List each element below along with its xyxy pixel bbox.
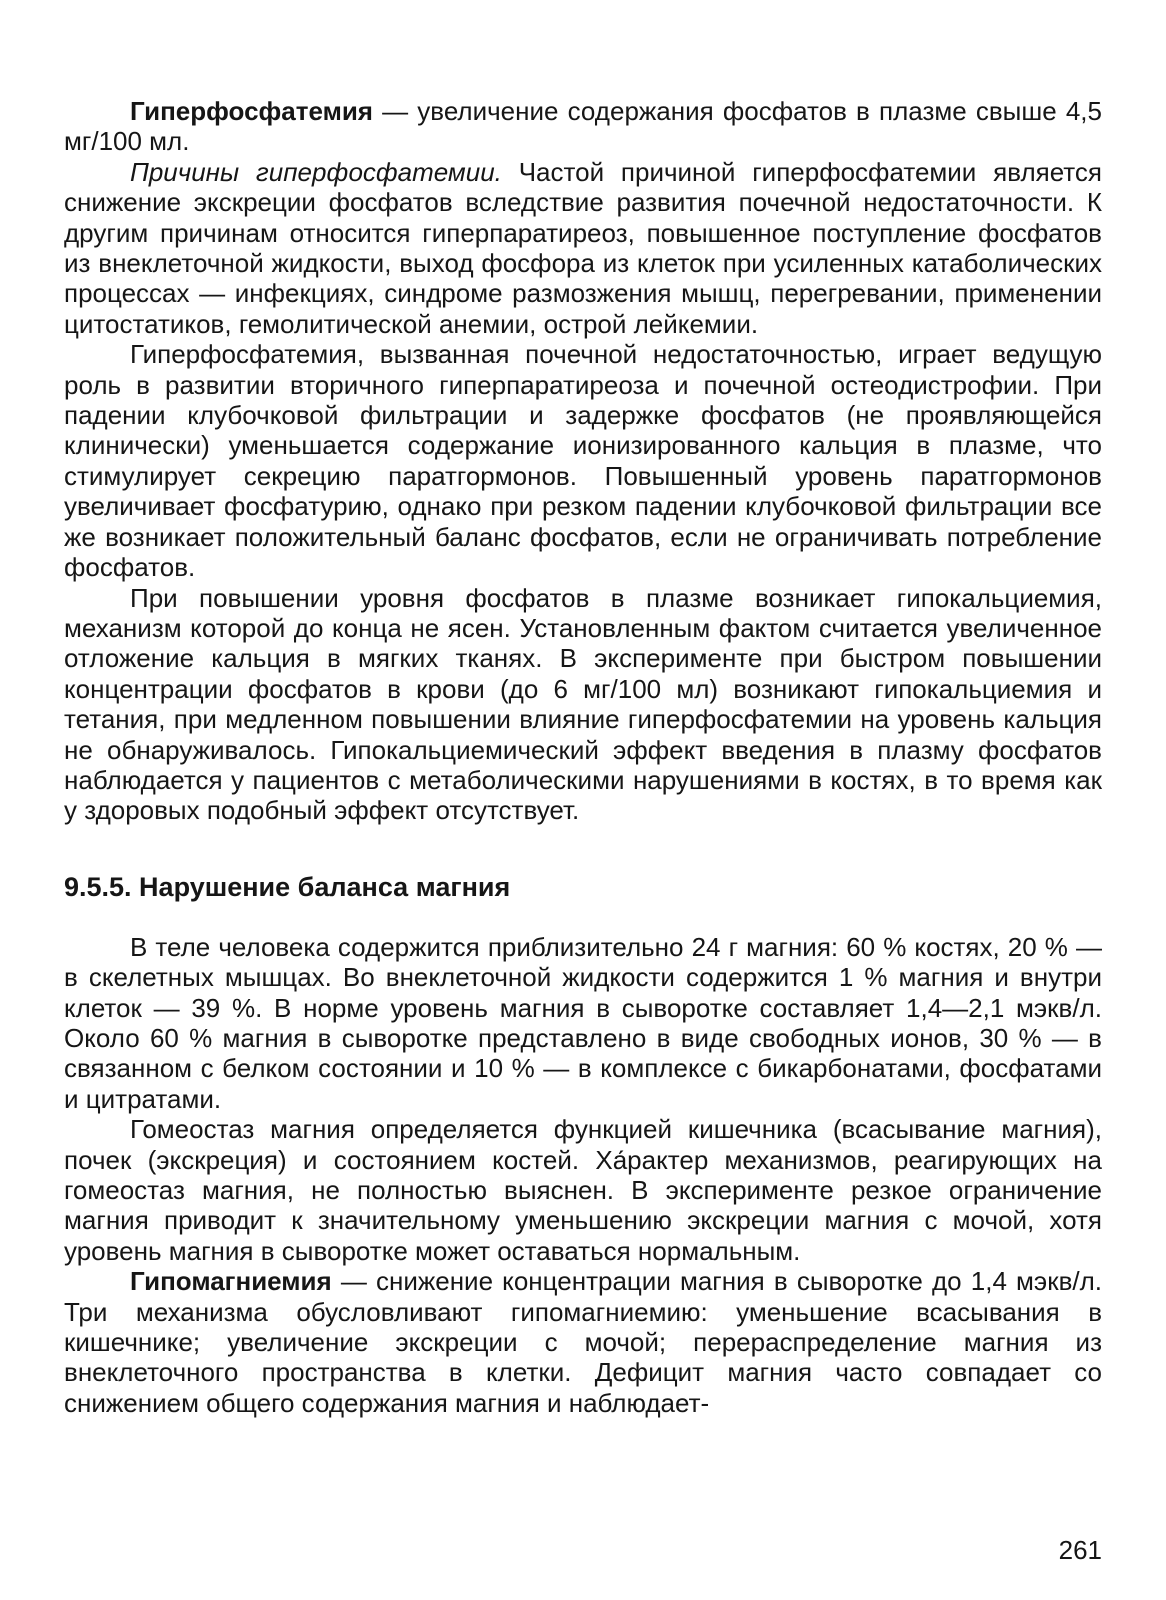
paragraph-text: При повышении уровня фосфатов в плазме возникает гипокальциемия, механизм которой до конца не ясен. Установленным фактом считается увеличенное отложение кальция в мягких тканях. В эксперименте при быстром повышении концентрации фосфатов в крови (до 6 мг/100 мл) возникают гипокальциемия и тетания, при медленном повышении влияние гиперфосфатемии на уровень кальция не обнаруживалось. Гипокальциемический эффект введения в плазму фосфатов наблюдается у пациентов с метаболическими нарушениями в костях, в то время как у здоровых подобный эффект отсутствует. xyxy=(64,582,1102,826)
lead-causes: Причины гиперфосфатемии. xyxy=(130,156,502,187)
paragraph-text: Гиперфосфатемия, вызванная почечной недостаточностью, играет ведущую роль в развитии вторичного гиперпаратиреоза и почечной остеодистрофии. При падении клубочковой фильтрации и задержке фосфатов (не проявляющейся клинически) уменьшается содержание ионизированного кальция в плазме, что стимулирует секрецию паратгормонов. Повышенный уровень паратгормонов увеличивает фосфатурию, однако при резком падении клубочковой фильтрации все же возникает положительный баланс фосфатов, если не ограничивать потребление фосфатов. xyxy=(64,339,1102,583)
paragraph-text: — снижение концентрации магния в сыворотке до 1,4 мэкв/л. Три механизма обусловливают гипомагниемию: уменьшение всасывания в кишечнике; увеличение экскреции с мочой; перераспределение магния из внеклеточного пространства в клетки. Дефицит магния часто совпадает со снижением общего содержания магния и наблюдает- xyxy=(64,1266,1102,1418)
paragraph-hypomagnesemia xyxy=(64,1266,1102,1418)
paragraph-hypocalcemia xyxy=(64,583,1102,826)
paragraph-text: Гомеостаз магния определяется функцией кишечника (всасывание магния), почек (экскреция) и состоянием костей. Ха́рактер механизмов, реагирующих на гомеостаз магния, не полностью выяснен. В эксперименте резкое ограничение магния приводит к значительному уменьшению экскреции магния с мочой, хотя уровень магния в сыворотке может оставаться нормальным. xyxy=(64,1114,1102,1266)
paragraph-text: — увеличение содержания фосфатов в плазме свыше 4,5 мг/100 мл. xyxy=(64,96,1102,157)
page-body xyxy=(64,96,1102,1418)
paragraph-magnesium-distribution xyxy=(64,932,1102,1114)
page-number: 261 xyxy=(1058,1535,1102,1565)
paragraph-renal-failure xyxy=(64,339,1102,582)
paragraph-hyperphosphatemia-definition xyxy=(64,96,1102,157)
term-hyperphosphatemia: Гиперфосфатемия xyxy=(130,96,373,126)
paragraph-text: Частой причиной гиперфосфатемии является снижение экскреции фосфатов вследствие развития почечной недостаточности. К другим причинам относится гиперпаратиреоз, повышенное поступление фосфатов из внеклеточной жидкости, выход фосфора из клеток при усиленных катаболических процессах — инфекциях, синдроме размозжения мышц, перегревании, применении цитостатиков, гемолитической анемии, острой лейкемии. xyxy=(64,156,1102,339)
section-heading: 9.5.5. Нарушение баланса магния xyxy=(64,871,511,902)
term-hypomagnesemia: Гипомагниемия xyxy=(130,1266,332,1297)
paragraph-text: В теле человека содержится приблизительно 24 г магния: 60 % костях, 20 % — в скелетных мышцах. Во внеклеточной жидкости содержится 1 % магния и внутри клеток — 39 %. В норме уровень магния в сыворотке составляет 1,4—2,1 мэкв/л. Около 60 % магния в сыворотке представлено в виде свободных ионов, 30 % — в связанном с белком состоянии и 10 % — в комплексе с бикарбонатами, фосфатами и цитратами. xyxy=(64,931,1102,1114)
paragraph-hyperphosphatemia-causes xyxy=(64,157,1102,339)
paragraph-magnesium-homeostasis xyxy=(64,1114,1102,1266)
